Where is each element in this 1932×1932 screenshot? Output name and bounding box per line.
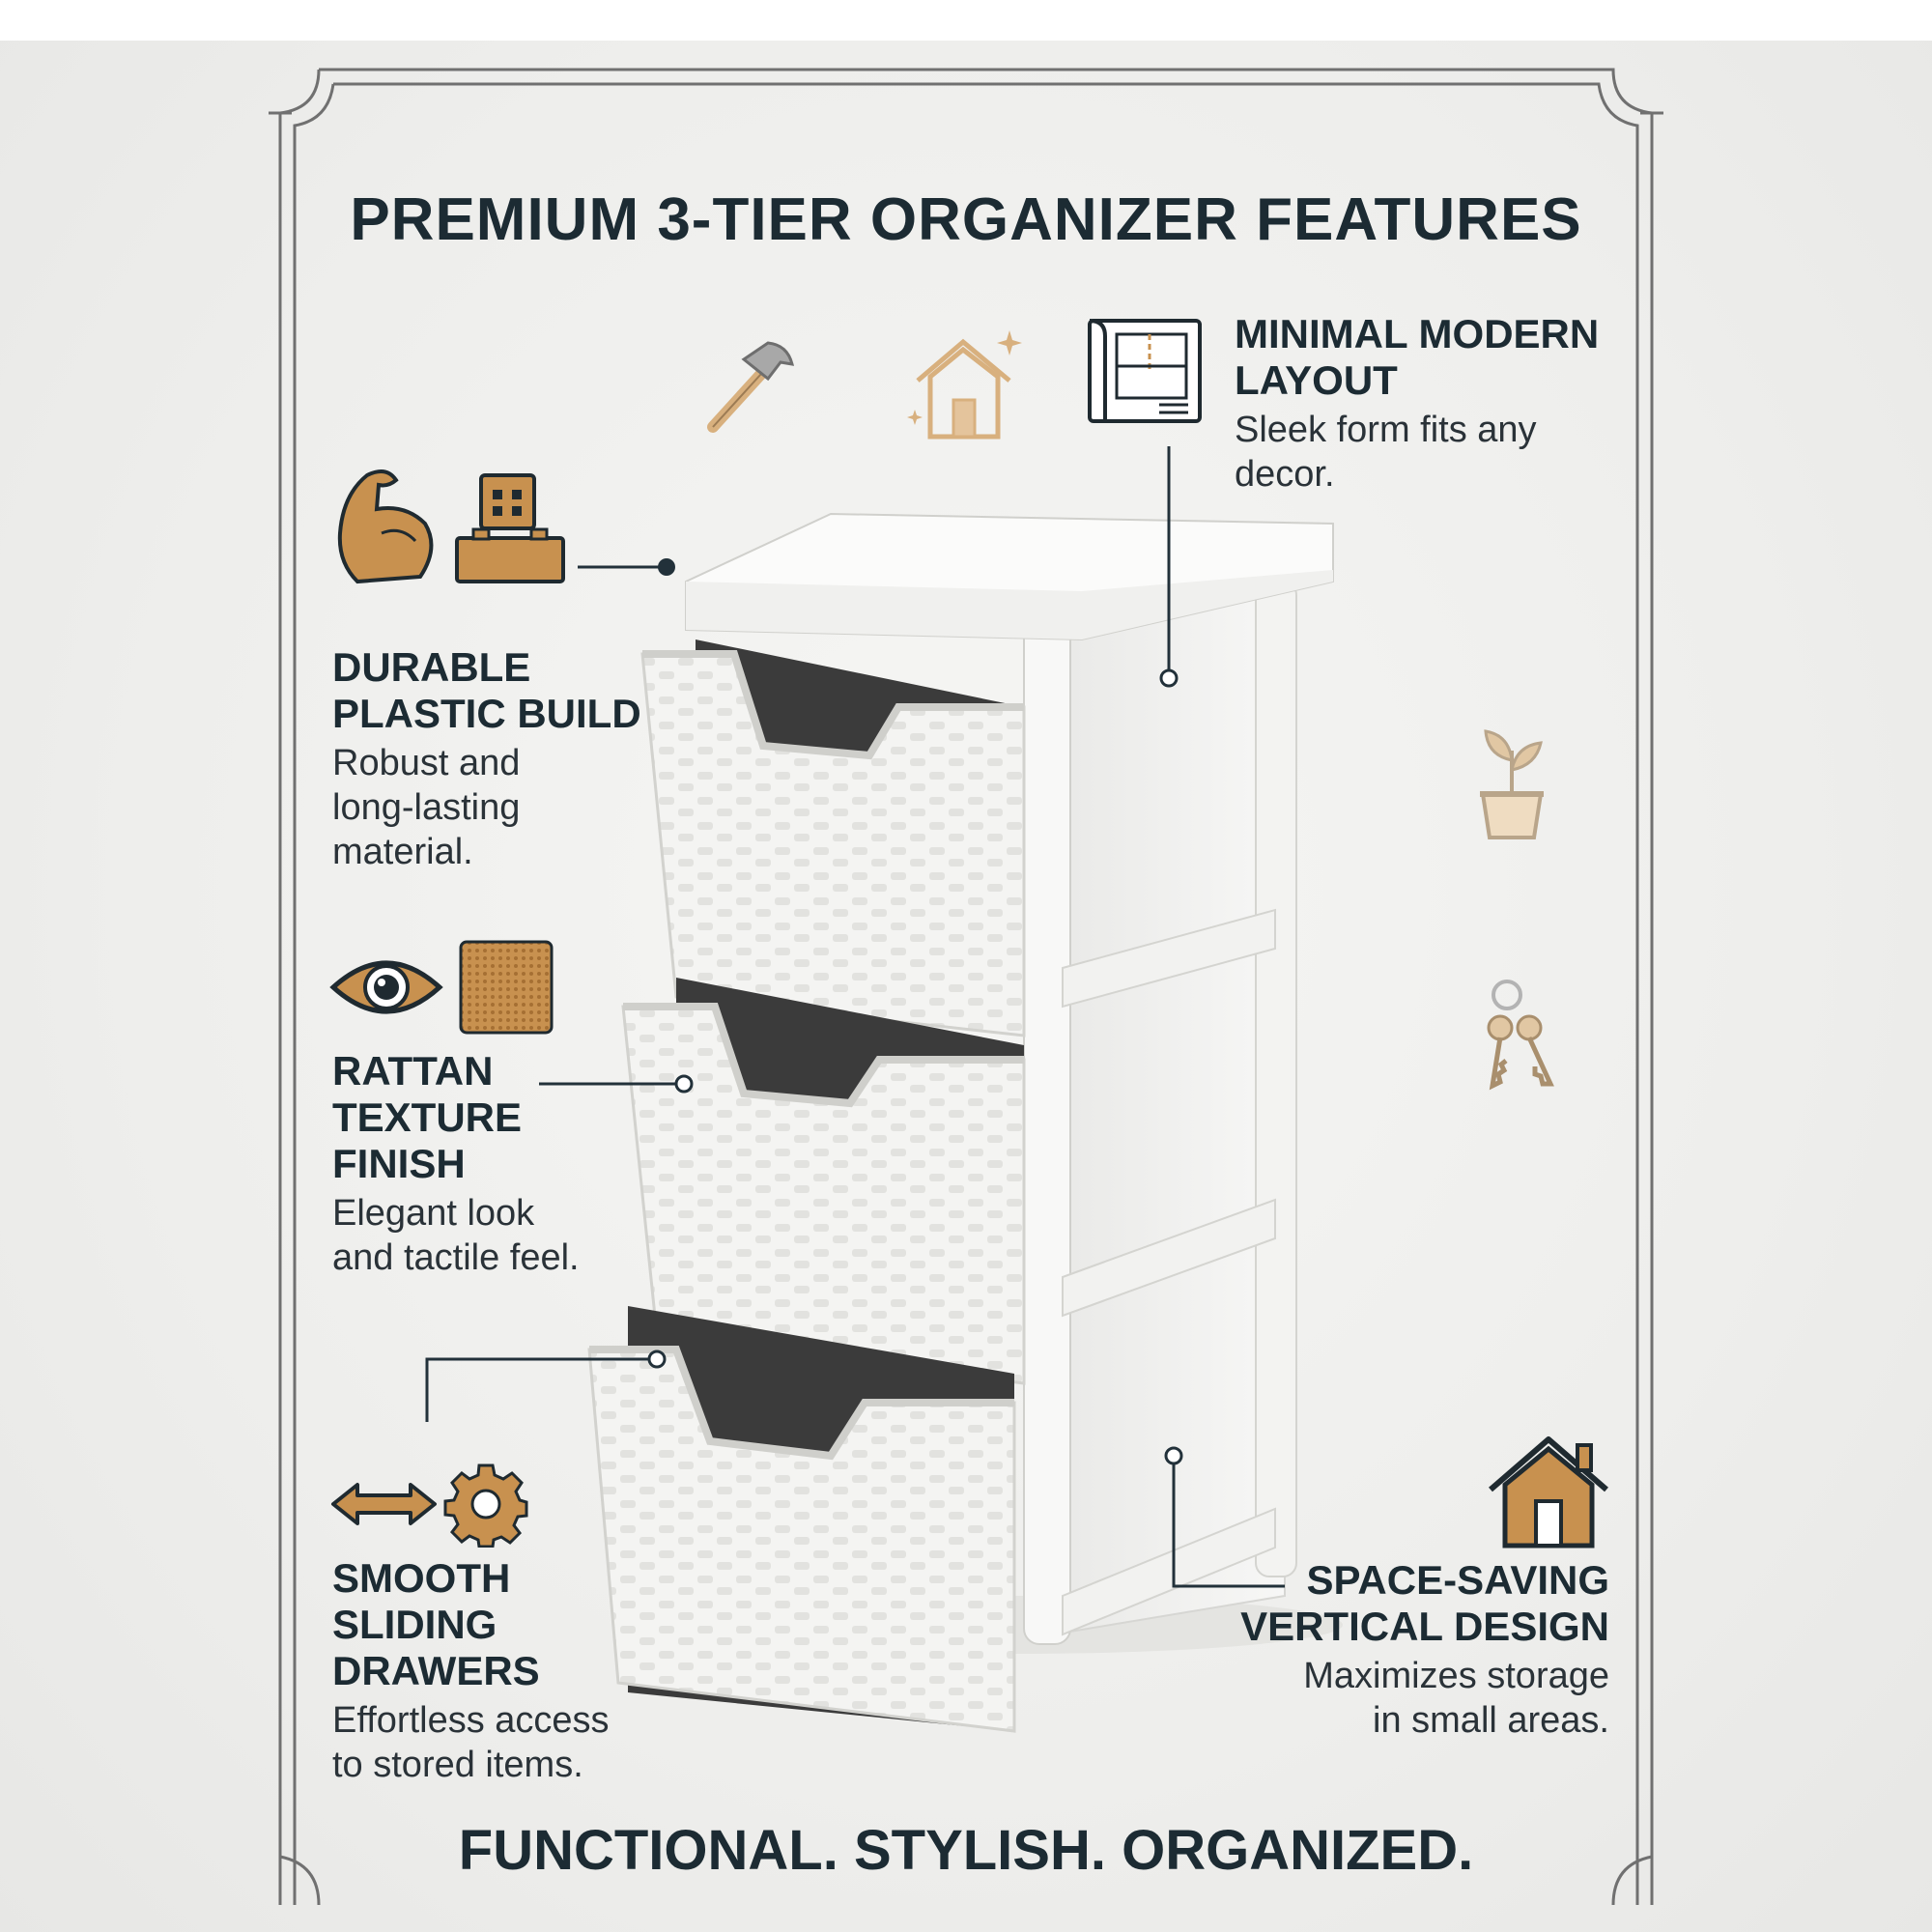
keys-icon [1473,978,1560,1094]
muscle-arm-icon [328,466,440,586]
feature-rattan-desc: Elegant look and tactile feel. [332,1193,580,1278]
feature-rattan [332,1048,699,1280]
feature-rattan-title: RATTAN TEXTURE FINISH [332,1048,523,1186]
gear-icon [442,1461,529,1548]
feature-durable [332,644,699,874]
eye-icon [328,949,444,1026]
infographic-poster [0,41,1932,1932]
feature-sliding-title: SMOOTH SLIDING DRAWERS [332,1555,540,1693]
plant-pot-icon [1468,722,1555,842]
building-block-icon [452,466,568,586]
feature-durable-title: DURABLE PLASTIC BUILD [332,644,641,736]
tagline: FUNCTIONAL. STYLISH. ORGANIZED. [458,1819,1474,1882]
feature-space-desc: Maximizes storage in small areas. [1303,1656,1609,1741]
page-title: PREMIUM 3-TIER ORGANIZER FEATURES [350,186,1582,253]
texture-swatch-icon [458,939,554,1036]
blueprint-icon [1082,313,1208,429]
feature-minimal [1235,311,1640,497]
feature-minimal-title: MINIMAL MODERN LAYOUT [1235,311,1600,403]
house-icon [1486,1432,1611,1552]
feature-minimal-desc: Sleek form fits any decor. [1235,410,1537,495]
feature-space-title: SPACE-SAVING VERTICAL DESIGN [1240,1557,1609,1649]
feature-sliding-desc: Effortless access to stored items. [332,1700,610,1785]
feature-sliding [332,1555,699,1787]
feature-space [1188,1557,1609,1743]
feature-durable-desc: Robust and long-lasting material. [332,743,521,872]
hammer-icon [696,335,802,441]
sparkle-house-icon [903,321,1029,446]
double-arrow-icon [328,1480,440,1528]
